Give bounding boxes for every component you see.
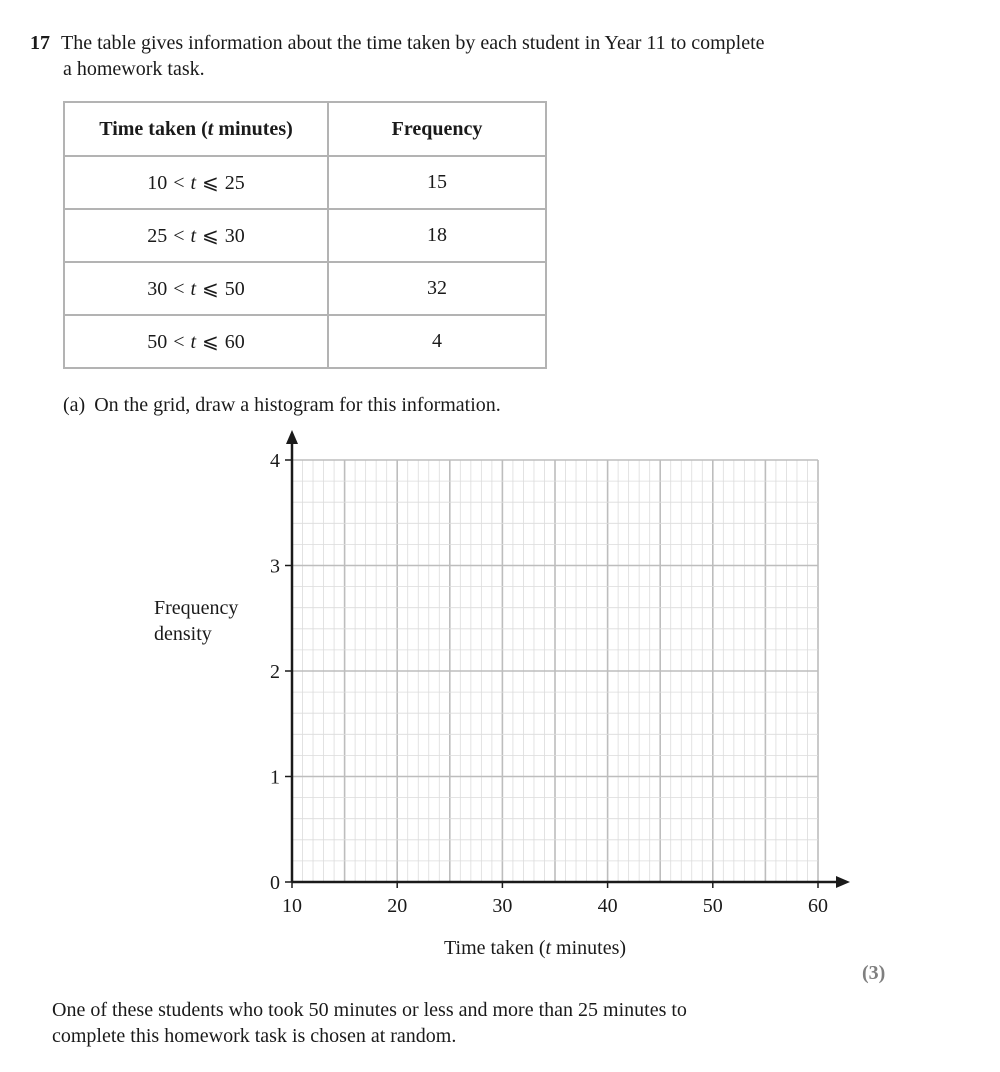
x-tick-label: 40	[597, 895, 618, 917]
x-tick-label: 30	[492, 895, 513, 917]
y-tick-label: 0	[270, 872, 280, 894]
frequency-cell: 18	[328, 209, 546, 262]
time-interval-cell: 25 < t ⩽ 30	[64, 209, 328, 262]
header-frequency: Frequency	[328, 102, 546, 156]
y-axis-arrow-icon	[286, 430, 298, 444]
x-tick-label: 60	[808, 895, 828, 917]
header-time-taken: Time taken (t minutes)	[64, 102, 328, 156]
x-tick-label: 20	[387, 895, 408, 917]
x-axis-label: Time taken (t minutes)	[444, 937, 627, 959]
y-axis-label-line-1: Frequency	[154, 597, 239, 619]
x-tick-label: 10	[282, 895, 302, 917]
time-interval-cell: 30 < t ⩽ 50	[64, 262, 328, 315]
x-axis-arrow-icon	[836, 876, 850, 888]
y-tick-label: 3	[270, 555, 280, 578]
followup-text-2: complete this homework task is chosen at random.	[52, 1025, 457, 1047]
time-interval-cell: 10 < t ⩽ 25	[64, 156, 328, 209]
frequency-cell: 32	[328, 262, 546, 315]
frequency-cell: 4	[328, 315, 546, 368]
marks-available: (3)	[862, 962, 886, 984]
question-text-1: The table gives information about the time taken by each student in Year 11 to complete	[61, 32, 765, 54]
y-axis-label-line-2: density	[154, 623, 212, 645]
x-tick-label: 50	[702, 895, 723, 917]
y-tick-label: 1	[270, 766, 280, 789]
followup-text-1: One of these students who took 50 minutes or less and more than 25 minutes to	[52, 999, 687, 1021]
question-number: 17	[30, 32, 50, 54]
part-a-label: (a)	[63, 394, 86, 416]
part-a-text: On the grid, draw a histogram for this information.	[94, 394, 501, 416]
frequency-cell: 15	[328, 156, 546, 209]
time-interval-cell: 50 < t ⩽ 60	[64, 315, 328, 368]
question-text-2: a homework task.	[63, 58, 205, 80]
y-tick-label: 2	[270, 661, 280, 683]
y-tick-label: 4	[270, 450, 280, 472]
